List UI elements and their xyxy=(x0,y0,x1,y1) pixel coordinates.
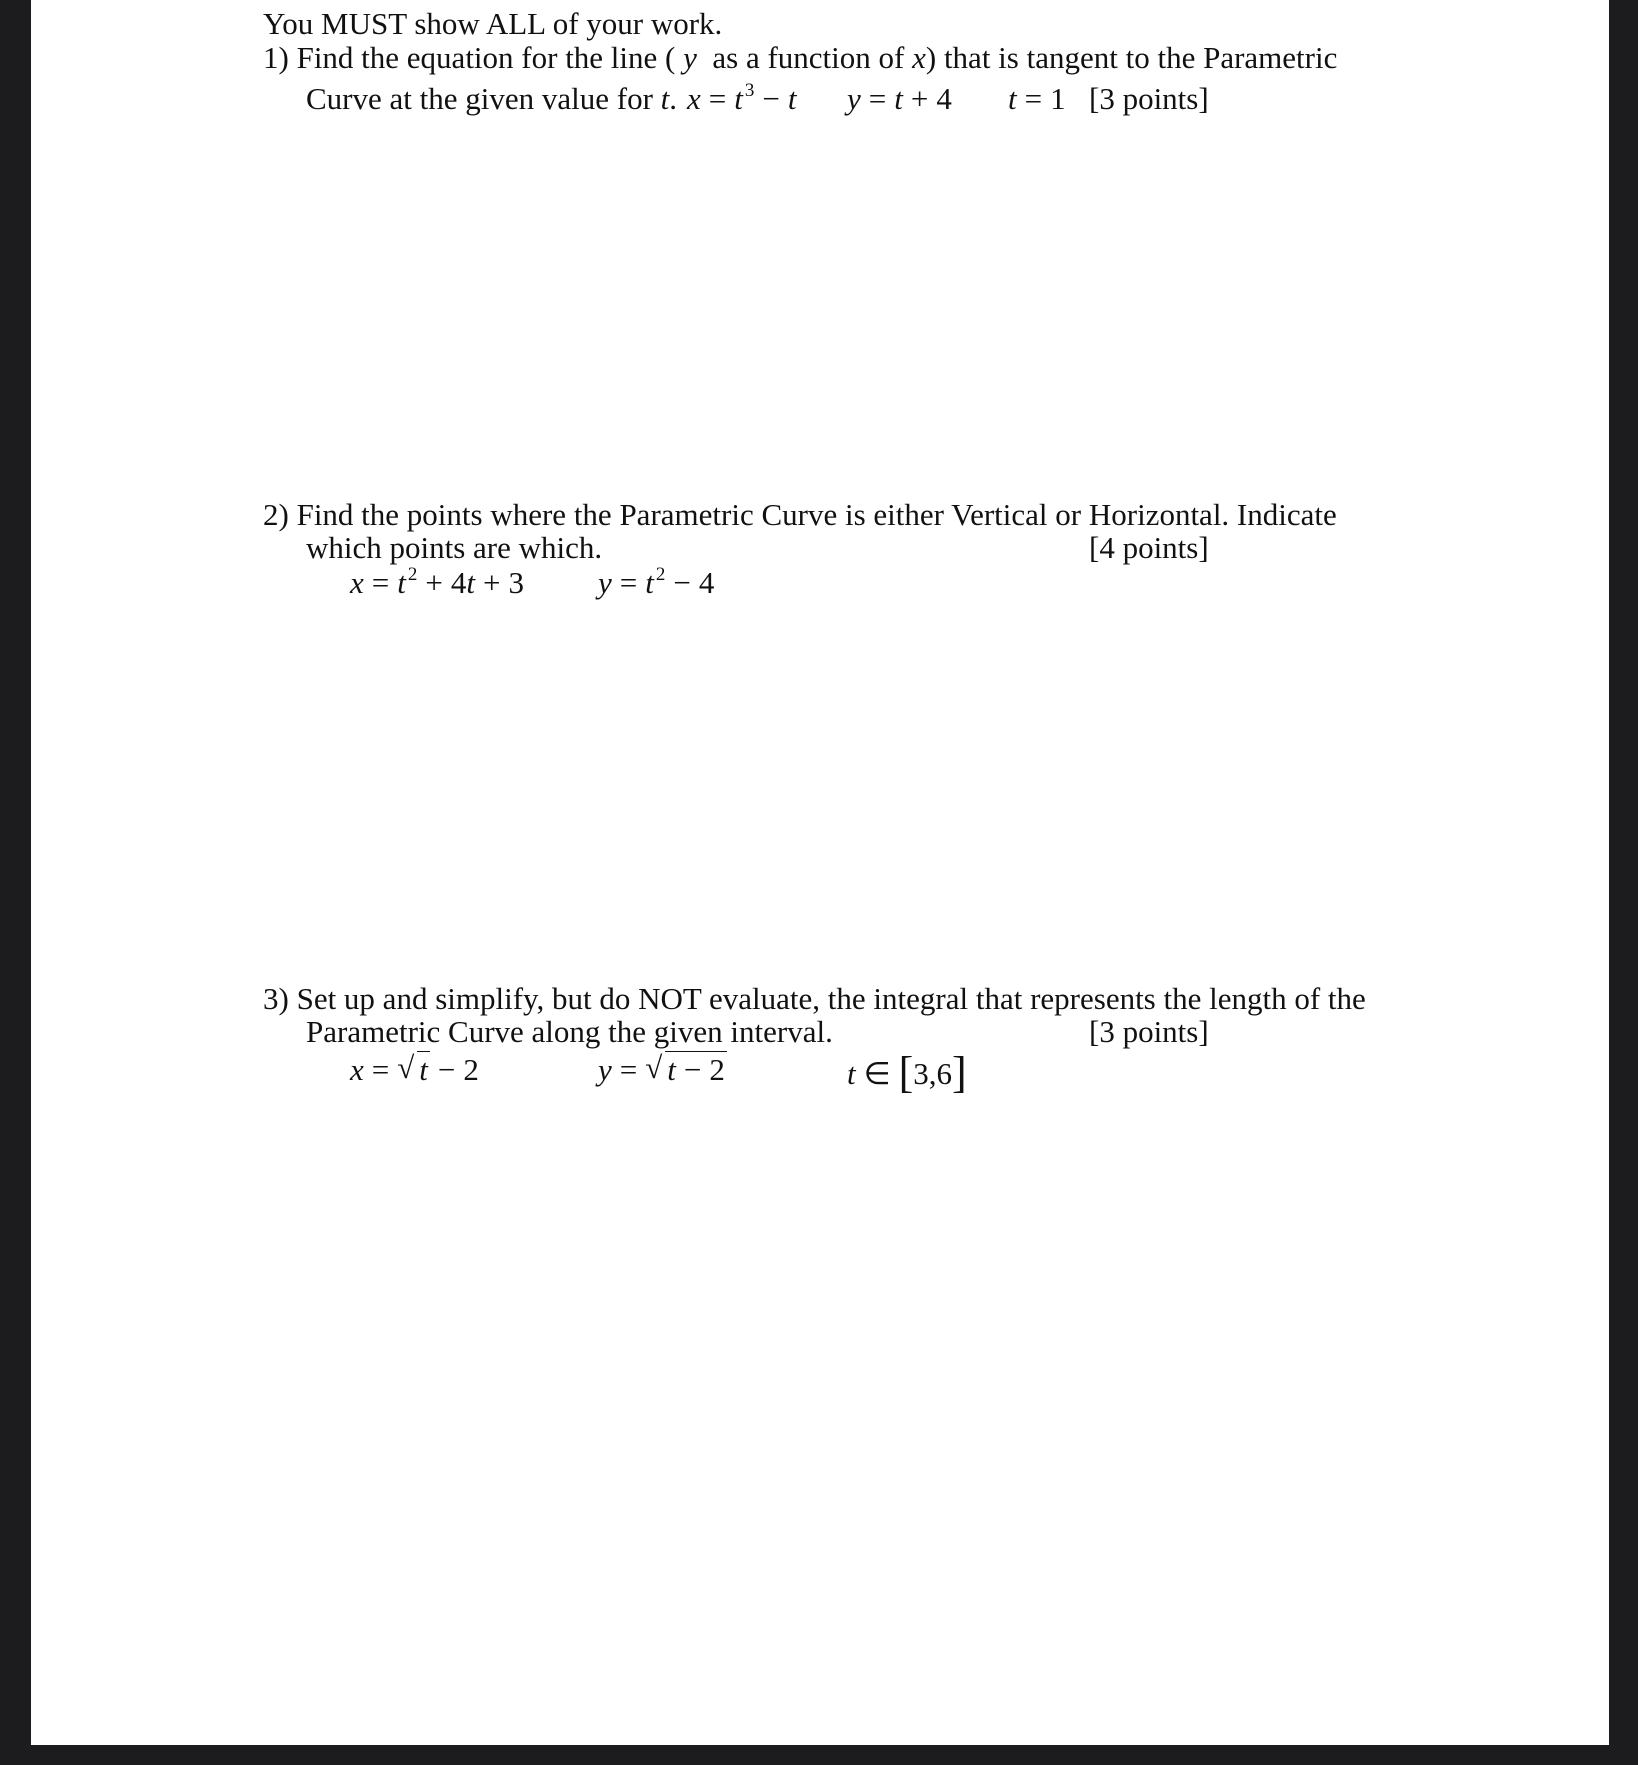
question-2-x-equation: x = t $^2$ + 4t + 3 xyxy=(350,564,524,600)
question-2-line-1: 2) Find the points where the Parametric Curve is either Vertical or Horizontal. Indicate xyxy=(263,497,1337,532)
question-3-interval: t ∈ [3,6] xyxy=(847,1048,967,1097)
sqrt-symbol: √ t xyxy=(397,1050,428,1087)
question-1-line-2: Curve at the given value for t. xyxy=(306,81,678,116)
var-y: y xyxy=(683,40,697,75)
question-1-y-equation: y = t + 4 xyxy=(847,81,952,116)
instruction-text: You MUST show ALL of your work. xyxy=(263,6,723,41)
worksheet-page xyxy=(31,0,1609,1745)
question-1-line-1: 1) Find the equation for the line ( y as a function of x) that is tangent to the Parametric xyxy=(263,40,1338,75)
question-1-t-value: t = 1 xyxy=(1008,81,1066,116)
question-3-line-1: 3) Set up and simplify, but do NOT evaluate, the integral that represents the length of the xyxy=(263,981,1366,1016)
question-3-x-equation: x = √ t − 2 xyxy=(350,1050,479,1087)
var-x: x xyxy=(912,40,926,75)
question-1-x-equation: x = t $^3$ − t xyxy=(687,80,797,116)
question-3-points: [3 points] xyxy=(1089,1014,1209,1049)
question-1-points: [3 points] xyxy=(1089,81,1209,116)
question-2-y-equation: y = t $^2$ − 4 xyxy=(598,564,715,600)
sqrt-symbol: √ t − 2 xyxy=(645,1050,725,1087)
question-2-points: [4 points] xyxy=(1089,530,1209,565)
question-2-line-2: which points are which. xyxy=(306,530,603,565)
question-3-y-equation: y = √ t − 2 xyxy=(598,1050,725,1087)
question-3-line-2: Parametric Curve along the given interval. xyxy=(306,1014,833,1049)
